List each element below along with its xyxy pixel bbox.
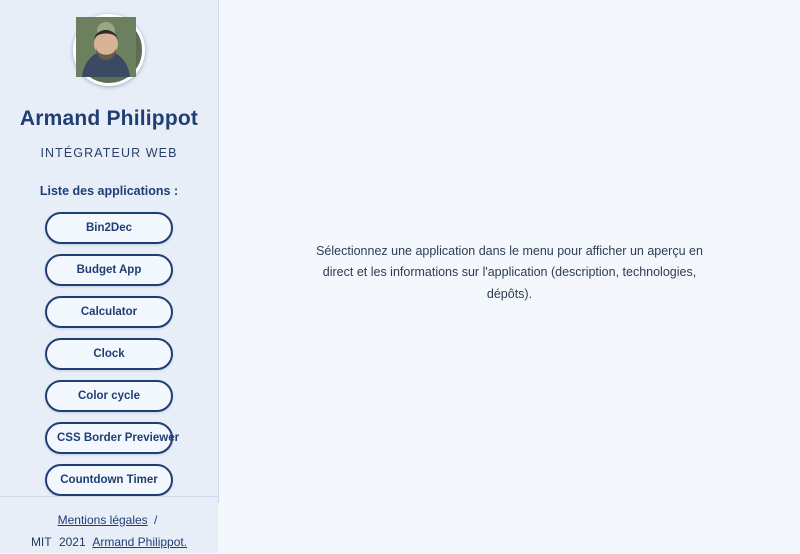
avatar-photo [76, 17, 136, 77]
legal-notice-link[interactable]: Mentions légales [57, 512, 148, 527]
main-content [219, 0, 800, 503]
sidebar-scroll-area[interactable] [0, 0, 218, 496]
footer-separator: / [154, 512, 158, 527]
sidebar-footer [0, 496, 218, 553]
license-label: MIT [30, 535, 52, 550]
sidebar-item-color-cycle[interactable]: Color cycle [45, 380, 173, 412]
copyright-year: 2021 [58, 535, 86, 550]
footer-legal-line [14, 509, 204, 532]
sidebar-item-budget-app[interactable]: Budget App [45, 254, 173, 286]
sidebar-item-calculator[interactable]: Calculator [45, 296, 173, 328]
sidebar-item-bin2dec[interactable]: Bin2Dec [45, 212, 173, 244]
sidebar-item-clock[interactable]: Clock [45, 338, 173, 370]
sidebar-item-countdown-timer[interactable]: Countdown Timer [45, 464, 173, 496]
app-list-label: Liste des applications : [39, 183, 179, 198]
avatar [73, 14, 145, 86]
page-title: Armand Philippot [19, 107, 199, 130]
empty-state-message: Sélectionnez une application dans le menu pour afficher un aperçu en direct et les informations sur l'application (description, technologies, dépôts). [316, 243, 703, 302]
author-link[interactable]: Armand Philippot. [92, 535, 188, 550]
footer-license-line [14, 531, 204, 554]
sidebar-item-css-border-previewer[interactable]: CSS Border Previewer [45, 422, 173, 454]
sidebar [0, 0, 219, 550]
app-list [16, 212, 202, 496]
job-title: INTÉGRATEUR WEB [40, 145, 178, 160]
